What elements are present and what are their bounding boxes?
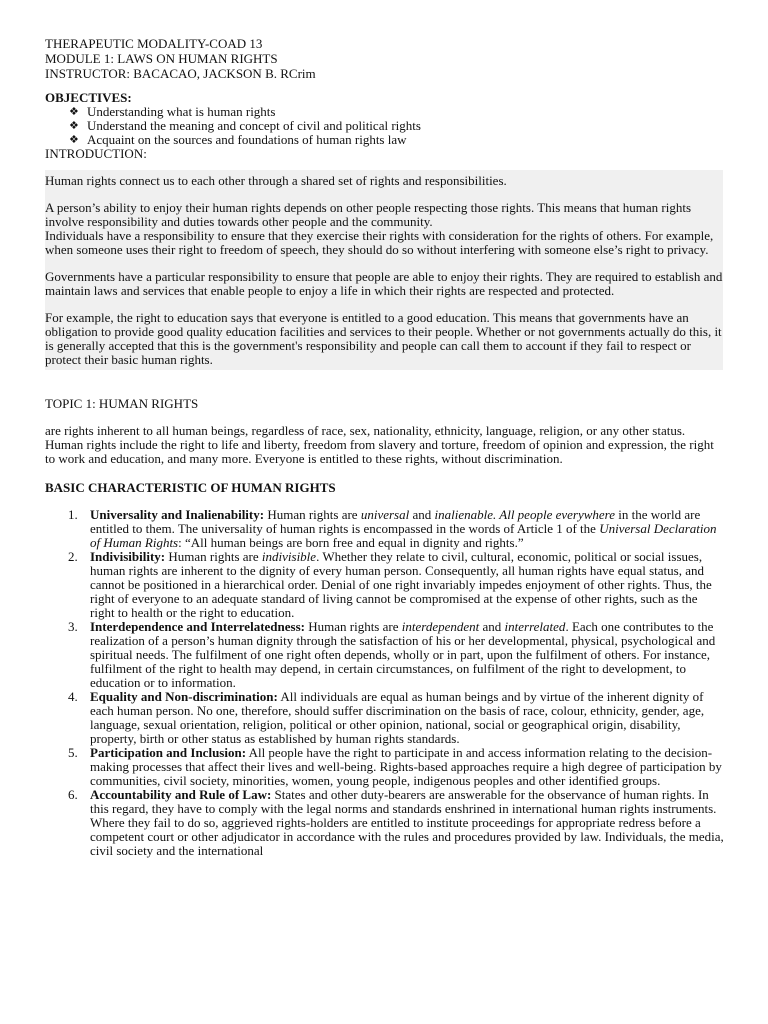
item-text: Universality and Inalienability: Human rights are universal and inalienable. All people everywhere in the world are entitled to them. The universality of human rights is encompassed in the words of Article 1 of the Universal Declaration of Human Rights: “All human beings are born free and equal in dignity and rights.”	[90, 507, 717, 550]
instructor-line: INSTRUCTOR: BACACAO, JACKSON B. RCrim	[45, 66, 316, 81]
item-text: Participation and Inclusion: All people have the right to participate in and access information relating to the decision-making processes that affect their lives and well-being. Rights-based approaches require a high degree of participation by communities, civil society, minorities, women, young people, indigenous peoples and other identified groups.	[90, 745, 722, 788]
list-item: ❖ Acquaint on the sources and foundations of human rights law	[69, 132, 407, 147]
list-item	[45, 746, 725, 788]
diamond-bullet-icon: ❖	[69, 120, 79, 132]
item-text: Equality and Non-discrimination: All individuals are equal as human beings and by virtue of the inherent dignity of each human person. No one, therefore, should suffer discrimination on the basis of race, colour, ethnicity, gender, age, language, sexual orientation, religion, political or other opinion, national, social or geographical origin, disability, property, birth or other status as established by human rights standards.	[90, 689, 705, 746]
diamond-bullet-icon: ❖	[69, 106, 79, 118]
characteristics-list	[45, 508, 725, 858]
item-number: 6.	[68, 787, 78, 802]
intro-paragraph: Human rights connect us to each other through a shared set of rights and responsibilities.	[45, 173, 507, 188]
item-number: 5.	[68, 745, 78, 760]
list-item	[45, 620, 725, 690]
objectives-heading: OBJECTIVES:	[45, 90, 132, 105]
objectives-list	[45, 105, 725, 147]
introduction-heading: INTRODUCTION:	[45, 146, 147, 161]
item-number: 3.	[68, 619, 78, 634]
list-item	[45, 550, 725, 620]
item-text: Interdependence and Interrelatedness: Human rights are interdependent and interrelated. Each one contributes to the realization of a person’s human dignity through the satisfaction of his or her developmental, physical, psychological and spiritual needs. The fulfilment of one right often depends, wholly or in part, upon the fulfilment of others. For instance, fulfilment of the right to health may depend, in certain circumstances, on fulfilment of the right to development, to education or to information.	[90, 619, 716, 690]
list-item	[45, 788, 725, 858]
item-text: Indivisibility: Human rights are indivisible. Whether they relate to civil, cultural, economic, political or social issues, human rights are inherent to the dignity of every human person. Consequently, all human rights have equal status, and cannot be positioned in a hierarchical order. Denial of one right invariably impedes enjoyment of other rights. Thus, the right of everyone to an adequate standard of living cannot be compromised at the expense of other rights, such as the right to health or the right to education.	[90, 549, 712, 620]
document-header	[45, 36, 725, 81]
diamond-bullet-icon: ❖	[69, 134, 79, 146]
document-page	[45, 36, 725, 858]
item-text: Accountability and Rule of Law: States and other duty-bearers are answerable for the observance of human rights. In this regard, they have to comply with the legal norms and standards enshrined in international human rights instruments. Where they fail to do so, aggrieved rights-holders are entitled to institute proceedings for appropriate redress before a competent court or other adjudicator in accordance with the rules and procedures provided by law. Individuals, the media, civil society and the international	[90, 787, 724, 858]
list-item	[45, 690, 725, 746]
characteristics-heading: BASIC CHARACTERISTIC OF HUMAN RIGHTS	[45, 480, 336, 495]
item-number: 1.	[68, 507, 78, 522]
course-title: THERAPEUTIC MODALITY-COAD 13	[45, 36, 263, 51]
item-number: 4.	[68, 689, 78, 704]
item-number: 2.	[68, 549, 78, 564]
topic-body: are rights inherent to all human beings, regardless of race, sex, nationality, ethnicity, language, religion, or any other status. Human rights include the right to life and liberty, freedom from slavery and torture, freedom of opinion and expression, the right to work and education, and many more. Everyone is entitled to these rights, without discrimination.	[45, 423, 714, 466]
introduction-box	[45, 170, 723, 370]
intro-paragraph: For example, the right to education says that everyone is entitled to a good education. This means that governments have an obligation to provide good quality education facilities and services to their people. Whether or not governments actually do this, it is generally accepted that this is the government's responsibility and people can call them to account if they fail to respect or protect their basic human rights.	[45, 310, 722, 367]
list-item: ❖ Understand the meaning and concept of civil and political rights	[69, 118, 421, 133]
list-item	[45, 508, 725, 550]
intro-paragraph: Governments have a particular responsibility to ensure that people are able to enjoy their rights. They are required to establish and maintain laws and services that enable people to enjoy a life in which their rights are respected and protected.	[45, 269, 723, 298]
topic-heading: TOPIC 1: HUMAN RIGHTS	[45, 396, 199, 411]
module-title: MODULE 1: LAWS ON HUMAN RIGHTS	[45, 51, 278, 66]
intro-paragraph: Individuals have a responsibility to ensure that they exercise their rights with consideration for the rights of others. For example, when someone uses their right to freedom of speech, they should do so without interfering with someone else’s right to privacy.	[45, 228, 714, 257]
list-item: ❖ Understanding what is human rights	[69, 104, 276, 119]
intro-paragraph: A person’s ability to enjoy their human rights depends on other people respecting those rights. This means that human rights involve responsibility and duties towards other people and the community.	[45, 200, 692, 229]
